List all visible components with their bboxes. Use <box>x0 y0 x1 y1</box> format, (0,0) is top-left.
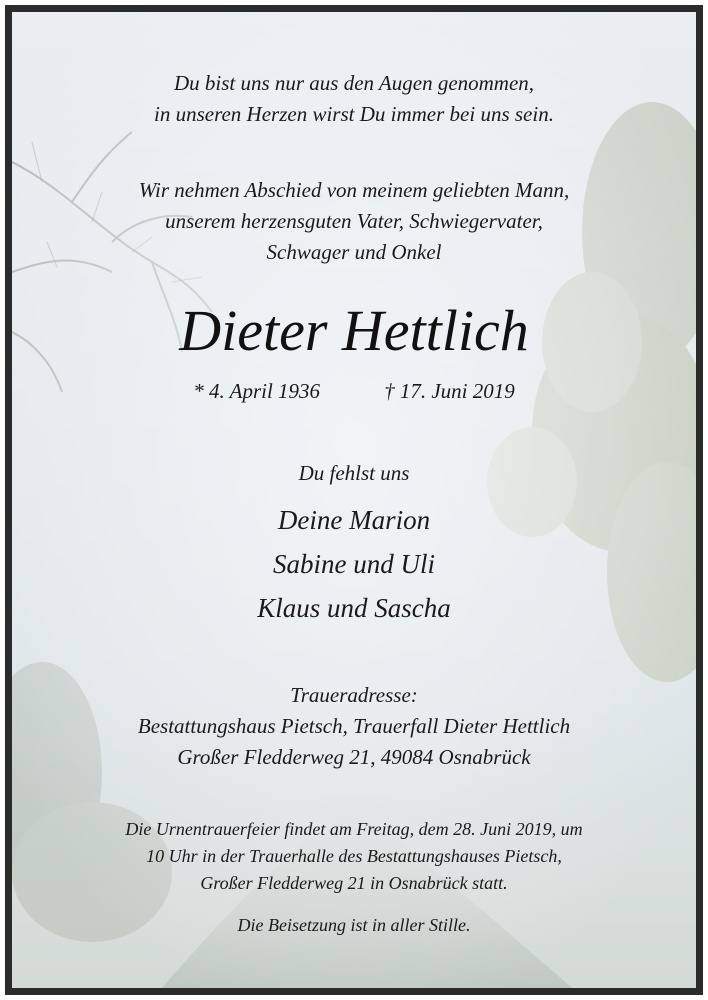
intro-line: Schwager und Onkel <box>266 240 442 264</box>
intro-line: Wir nehmen Abschied von meinem geliebten Mann, <box>138 178 570 202</box>
farewell-intro <box>12 175 696 268</box>
motto-line: Du bist uns nur aus den Augen genommen, <box>173 71 535 95</box>
memorial-motto <box>12 68 696 130</box>
deceased-name: Dieter Hettlich <box>179 298 529 363</box>
intro-line: unserem herzensguten Vater, Schwiegervater, <box>165 209 543 233</box>
mourner-name: Deine Marion <box>277 505 431 535</box>
death-date: † 17. Juni 2019 <box>384 379 515 403</box>
mourning-address <box>12 680 696 773</box>
obituary-card <box>12 12 696 988</box>
ceremony-line: 10 Uhr in der Trauerhalle des Bestattungshauses Pietsch, <box>146 846 562 866</box>
missing-text: Du fehlst uns <box>298 461 410 485</box>
birth-date: * 4. April 1936 <box>193 379 321 403</box>
motto-line: in unseren Herzen wirst Du immer bei uns sein. <box>154 102 554 126</box>
ceremony-details <box>12 816 696 897</box>
mourner-name: Sabine und Uli <box>273 549 435 579</box>
address-line: Großer Fledderweg 21, 49084 Osnabrück <box>177 745 531 769</box>
mourners-list <box>12 498 696 630</box>
life-dates <box>12 376 696 406</box>
address-label: Traueradresse: <box>290 683 418 707</box>
obituary-frame <box>5 5 703 995</box>
address-line: Bestattungshaus Pietsch, Trauerfall Dieter Hettlich <box>137 714 571 738</box>
burial-note: Die Beisetzung ist in aller Stille. <box>237 915 471 935</box>
ceremony-line: Großer Fledderweg 21 in Osnabrück statt. <box>200 873 508 893</box>
ceremony-line: Die Urnentrauerfeier findet am Freitag, dem 28. Juni 2019, um <box>125 819 583 839</box>
mourner-name: Klaus und Sascha <box>257 593 451 623</box>
